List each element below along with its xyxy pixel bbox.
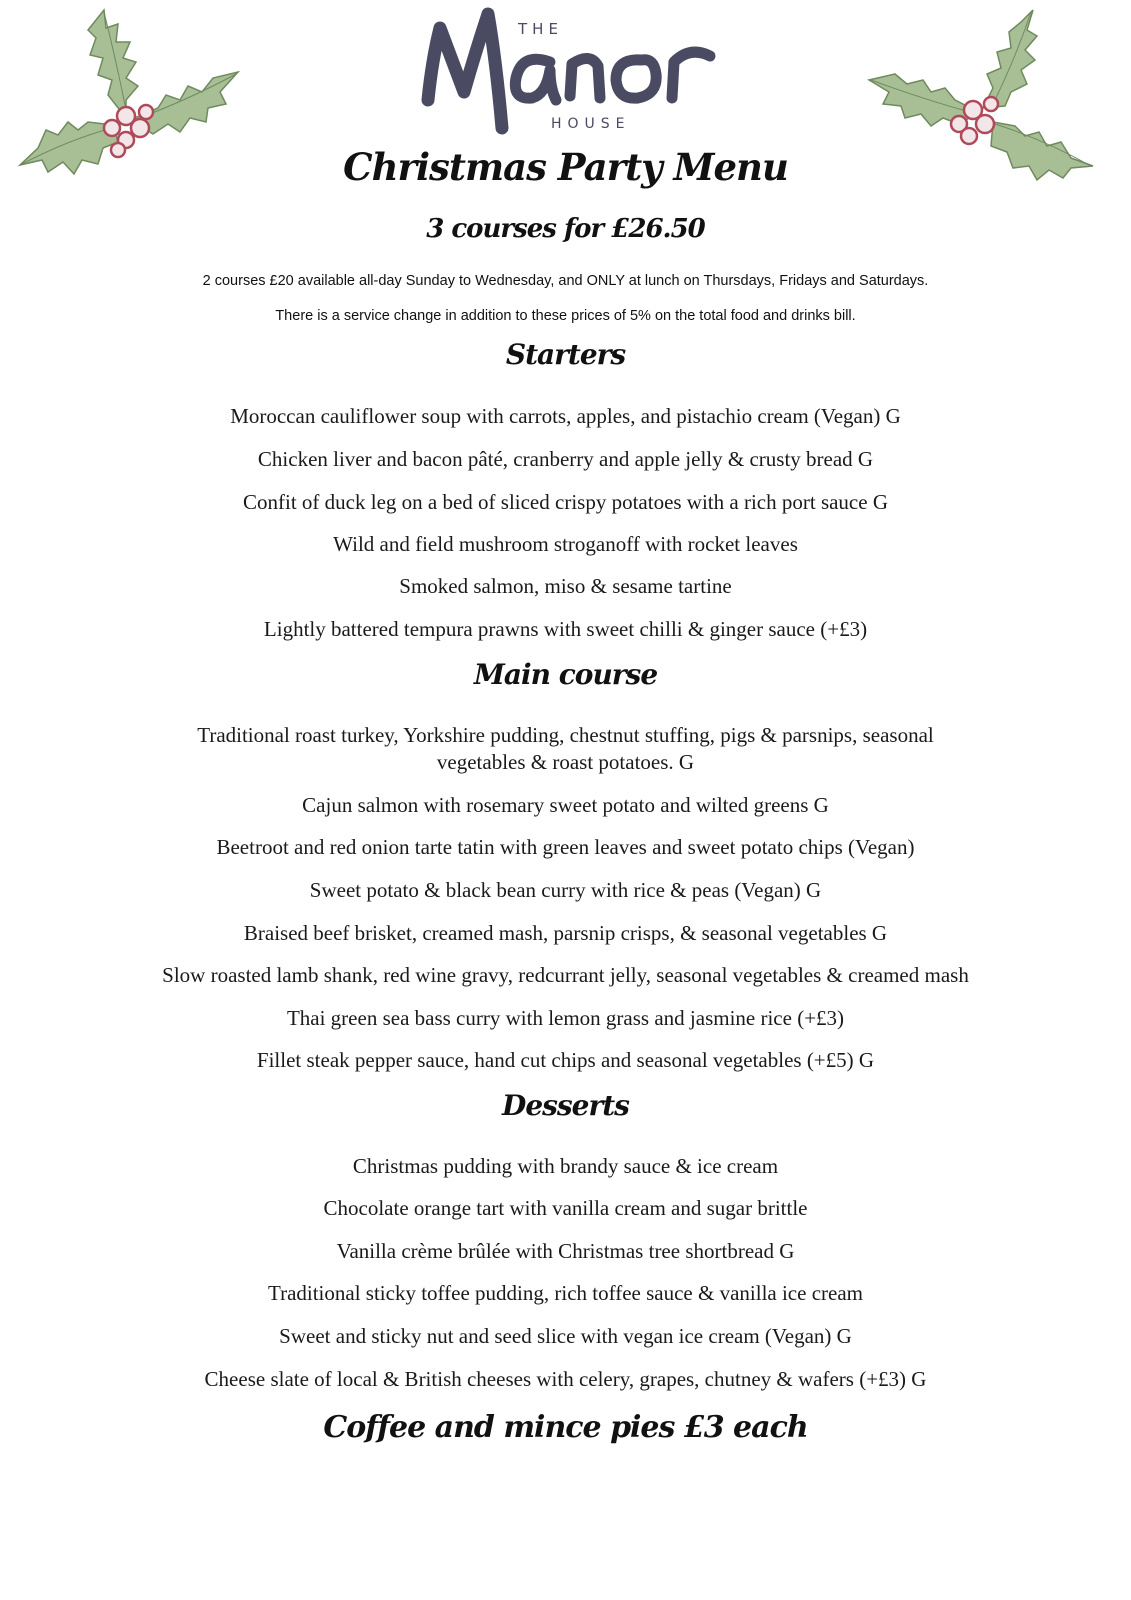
- menu-item: Cajun salmon with rosemary sweet potato and wilted greens G: [302, 793, 829, 817]
- menu-price: 3 courses for £26.50: [426, 214, 705, 244]
- logo-text-house: HOUSE: [551, 116, 631, 132]
- menu-item: Braised beef brisket, creamed mash, parsnip crisps, & seasonal vegetables G: [243, 921, 888, 945]
- pricing-note: 2 courses £20 available all-day Sunday to Wednesday, and ONLY at lunch on Thursdays, Fridays and Saturdays.: [202, 273, 929, 289]
- menu-item: Chocolate orange tart with vanilla cream and sugar brittle: [323, 1196, 808, 1220]
- menu-item: Beetroot and red onion tarte tatin with green leaves and sweet potato chips (Vegan): [216, 835, 915, 859]
- menu-item: Thai green sea bass curry with lemon grass and jasmine rice (+£3): [286, 1006, 845, 1030]
- section-heading-desserts: Desserts: [502, 1089, 629, 1122]
- menu-item: Sweet and sticky nut and seed slice with vegan ice cream (Vegan) G: [279, 1324, 852, 1348]
- service-charge-note: There is a service change in addition to these prices of 5% on the total food and drinks bill.: [275, 308, 856, 324]
- menu-item: Traditional sticky toffee pudding, rich toffee sauce & vanilla ice cream: [267, 1281, 863, 1305]
- manor-house-logo: [410, 0, 730, 145]
- section-heading-starters: Starters: [505, 338, 626, 371]
- menu-item: Christmas pudding with brandy sauce & ice cream: [352, 1154, 779, 1178]
- logo-text-the: THE: [518, 20, 563, 38]
- menu-item: Traditional roast turkey, Yorkshire pudding, chestnut stuffing, pigs & parsnips, seasonal vegetables & roast potatoes. G: [197, 723, 934, 774]
- menu-item: Sweet potato & black bean curry with rice & peas (Vegan) G: [309, 878, 822, 902]
- menu-item: Moroccan cauliflower soup with carrots, apples, and pistachio cream (Vegan) G: [230, 404, 901, 428]
- menu-item: Confit of duck leg on a bed of sliced crispy potatoes with a rich port sauce G: [243, 490, 888, 514]
- menu-item: Vanilla crème brûlée with Christmas tree shortbread G: [336, 1239, 795, 1263]
- menu-item: Wild and field mushroom stroganoff with rocket leaves: [333, 532, 798, 556]
- menu-item: Slow roasted lamb shank, red wine gravy, redcurrant jelly, seasonal vegetables & creamed mash: [162, 963, 969, 987]
- menu-item: Fillet steak pepper sauce, hand cut chips and seasonal vegetables (+£5) G: [256, 1048, 875, 1072]
- menu-title: Christmas Party Menu: [343, 145, 788, 189]
- menu-item: Cheese slate of local & British cheeses with celery, grapes, chutney & wafers (+£3) G: [204, 1367, 927, 1391]
- menu-item: Lightly battered tempura prawns with sweet chilli & ginger sauce (+£3): [263, 617, 868, 641]
- section-heading-main-course: Main course: [473, 658, 658, 691]
- menu-item: Smoked salmon, miso & sesame tartine: [399, 574, 732, 598]
- menu-item: Chicken liver and bacon pâté, cranberry and apple jelly & crusty bread G: [257, 447, 874, 471]
- coffee-mince-pies-note: Coffee and mince pies £3 each: [323, 1410, 808, 1445]
